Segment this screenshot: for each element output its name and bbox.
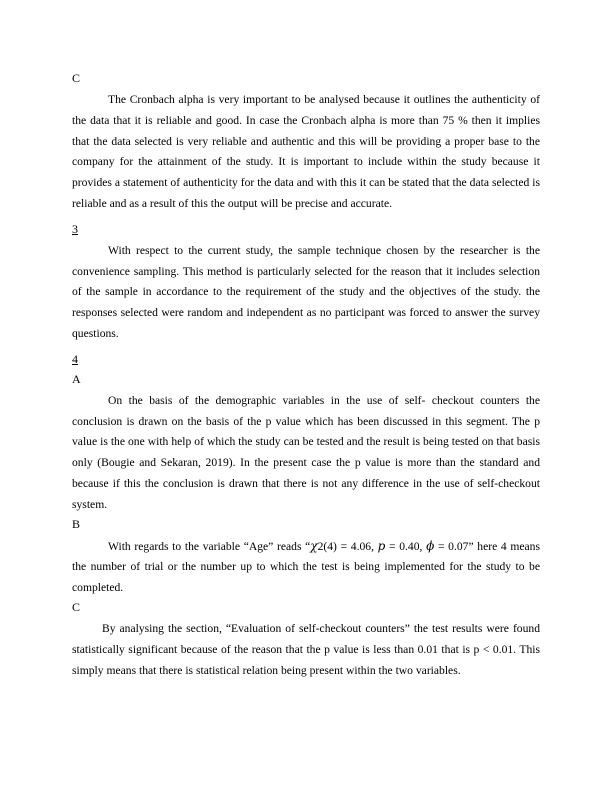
section-label-3: 3 bbox=[72, 221, 78, 236]
phi-symbol: ϕ bbox=[426, 538, 435, 553]
age-text-part4: = 0.07” here 4 means the number of trial or the number up to which the test is being implemented for the study to be completed. bbox=[72, 539, 540, 595]
section-label-4: 4 bbox=[72, 351, 78, 366]
sampling-paragraph: With respect to the current study, the sample technique chosen by the researcher is the convenience sampling. This method is particularly selected for the reason that it includes selection of the sample in accordance to the requirement of the study and the objectives of the study. the responses selected were random and independent as no participant was forced to answer the survey questions. bbox=[72, 243, 540, 340]
chi-symbol: χ bbox=[310, 538, 318, 553]
demographic-paragraph: On the basis of the demographic variables in the use of self- checkout counters the conclusion is drawn on the basis of the p value which has been discussed in this segment. The p value is the one with help of which the study can be tested and the result is being tested on that basis only (Bougie and Sekaran, 2019). In the present case the p value is more than the standard and because if this the conclusion is drawn that there is not any difference in the use of self-checkout system. bbox=[72, 393, 540, 511]
evaluation-paragraph: By analysing the section, “Evaluation of self-checkout counters” the test results were found statistically significant because of the reason that the p value is less than 0.01 that is p < 0.01. This simply means that there is statistical relation being present within the two variables. bbox=[72, 621, 540, 677]
section-label-c: C bbox=[72, 71, 81, 85]
age-variable-paragraph bbox=[72, 536, 540, 599]
p-symbol: p bbox=[377, 538, 386, 553]
section-label-a: A bbox=[72, 371, 81, 386]
age-text-part2: 2(4) = 4.06, bbox=[317, 539, 378, 553]
document-body bbox=[72, 70, 540, 681]
section-label-c-2: C bbox=[72, 599, 81, 614]
age-text-part3: = 0.40, bbox=[385, 539, 427, 553]
section-label-b: B bbox=[72, 516, 81, 531]
age-text-part1: With regards to the variable “Age” reads “ bbox=[108, 539, 311, 553]
cronbach-paragraph: The Cronbach alpha is very important to be analysed because it outlines the authenticity of the data that it is reliable and good. In case the Cronbach alpha is more than 75 % then it implies that the data selected is very reliable and authentic and this will be providing a proper base to the company for the attainment of the study. It is important to include within the study because it provides a statement of authenticity for the data and with this it can be stated that the data selected is reliable and as a result of this the output will be precise and accurate. bbox=[72, 93, 540, 210]
